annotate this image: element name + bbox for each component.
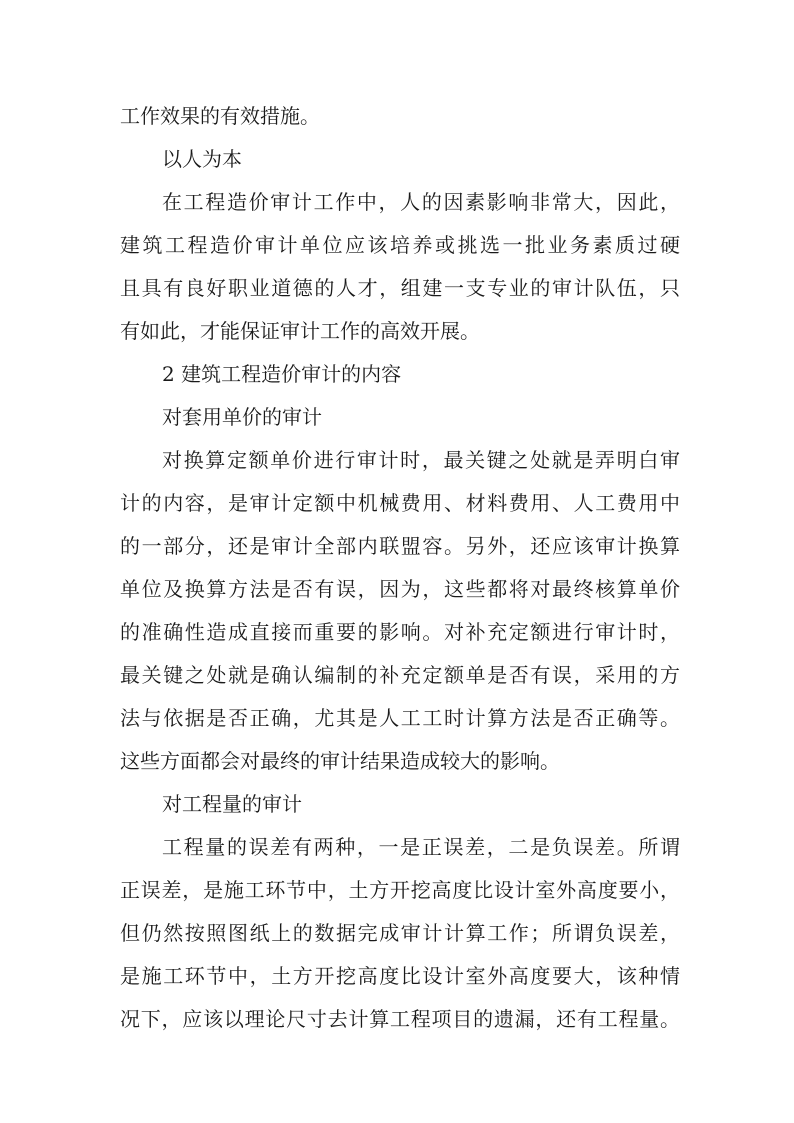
text-line: 单位及换算方法是否有误，因为，这些都将对最终核算单价	[120, 577, 680, 601]
text-line: 最关键之处就是确认编制的补充定额单是否有误，采用的方	[120, 663, 680, 687]
text-line: 建筑工程造价审计单位应该培养或挑选一批业务素质过硬	[120, 233, 680, 257]
text-line: 这些方面都会对最终的审计结果造成较大的影响。	[120, 749, 560, 773]
text-line: 有如此，才能保证审计工作的高效开展。	[120, 319, 480, 343]
text-line: 计的内容，是审计定额中机械费用、材料费用、人工费用中	[120, 491, 680, 515]
chapter-heading: 2 建筑工程造价审计的内容	[162, 362, 402, 386]
text-line: 在工程造价审计工作中，人的因素影响非常大，因此，	[162, 190, 680, 214]
text-line: 法与依据是否正确，尤其是人工工时计算方法是否正确等。	[120, 706, 680, 730]
text-line: 是施工环节中，土方开挖高度比设计室外高度要大，该种情	[120, 964, 680, 988]
text-line: 正误差，是施工环节中，土方开挖高度比设计室外高度要小，	[120, 878, 680, 902]
text-line: 工作效果的有效措施。	[120, 104, 320, 128]
text-line: 且具有良好职业道德的人才，组建一支专业的审计队伍，只	[120, 276, 680, 300]
text-line: 对换算定额单价进行审计时，最关键之处就是弄明白审	[162, 448, 680, 472]
text-line: 工程量的误差有两种，一是正误差，二是负误差。所谓	[162, 835, 680, 859]
text-line: 但仍然按照图纸上的数据完成审计计算工作；所谓负误差，	[120, 921, 680, 945]
section-heading: 对工程量的审计	[162, 792, 302, 816]
text-line: 的准确性造成直接而重要的影响。对补充定额进行审计时，	[120, 620, 680, 644]
section-heading: 对套用单价的审计	[162, 405, 322, 429]
section-heading: 以人为本	[162, 147, 242, 171]
text-line: 的一部分，还是审计全部内联盟容。另外，还应该审计换算	[120, 534, 680, 558]
text-line: 况下，应该以理论尺寸去计算工程项目的遗漏，还有工程量。	[120, 1007, 680, 1031]
